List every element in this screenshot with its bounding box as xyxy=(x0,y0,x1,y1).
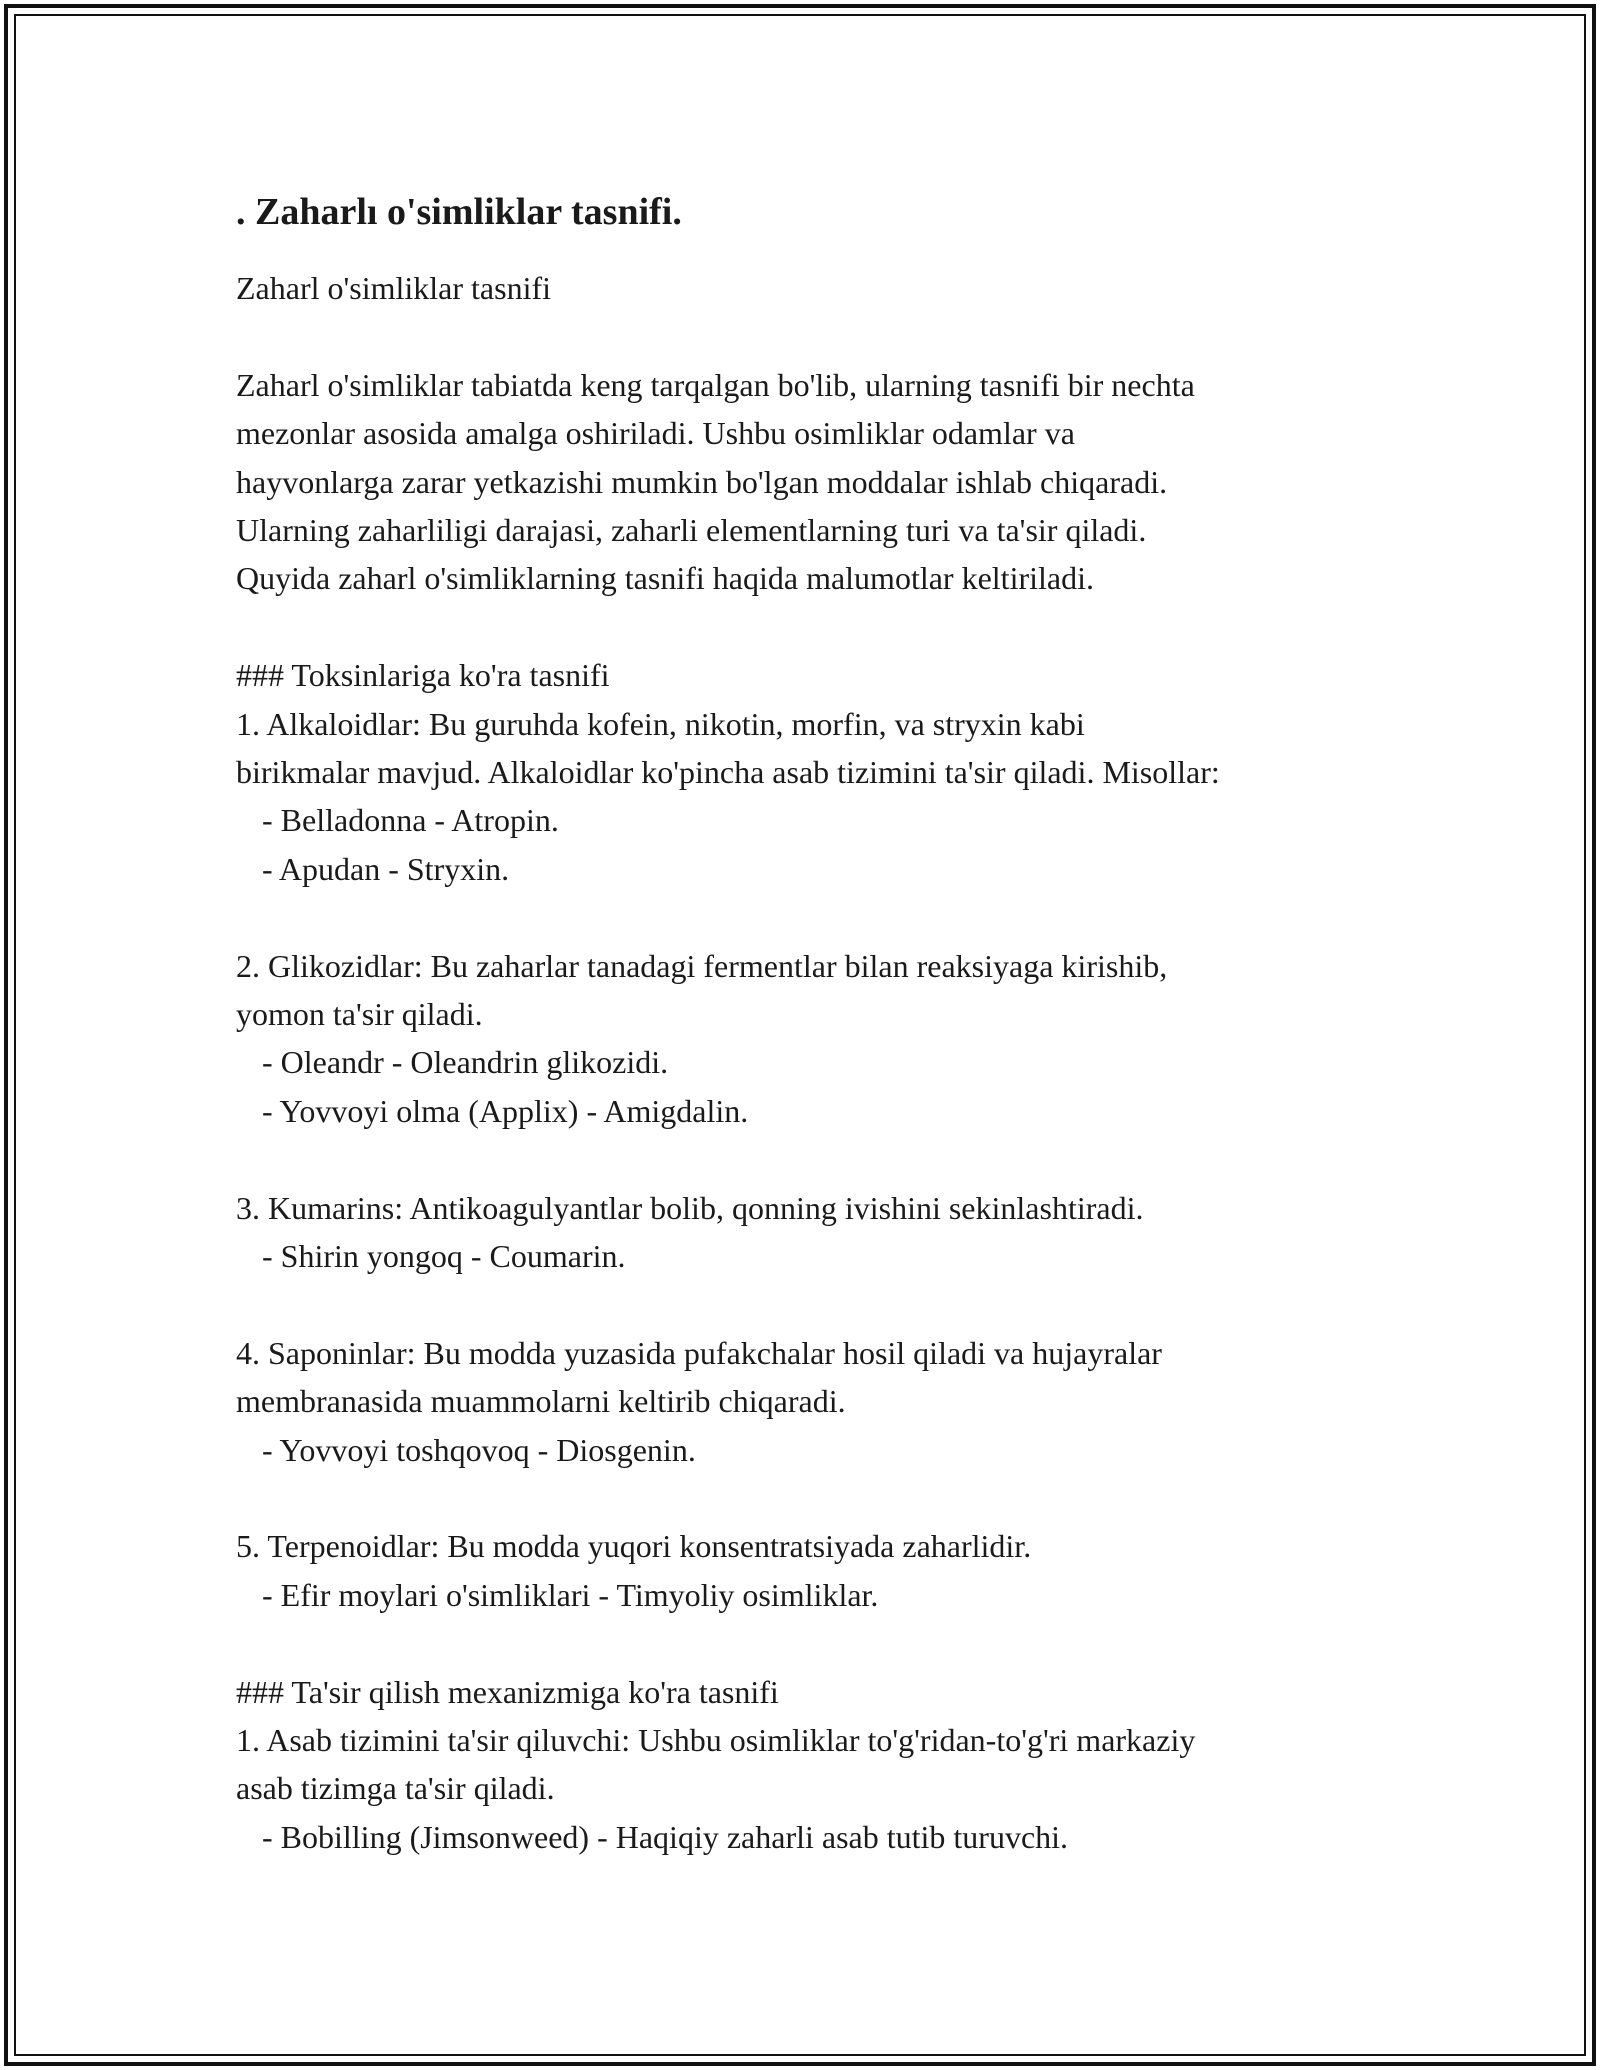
document-page xyxy=(236,188,1396,1861)
section-heading: ### Toksinlariga ko'ra tasnifi xyxy=(236,657,610,694)
list-item-text: birikmalar mavjud. Alkaloidlar ko'pincha asab tizimini ta'sir qiladi. Misollar: xyxy=(236,754,1220,791)
list-item-text: 3. Kumarins: Antikoagulyantlar bolib, qonning ivishini sekinlashtiradi. xyxy=(236,1189,1144,1226)
spacer xyxy=(236,1280,1396,1328)
document-subtitle: Zaharl o'simliklar tasnifi xyxy=(236,270,552,306)
intro-line: hayvonlarga zarar yetkazishi mumkin bo'lgan moddalar ishlab chiqaradi. xyxy=(236,463,1168,500)
spacer xyxy=(236,312,1396,360)
list-item-text: 4. Saponinlar: Bu modda yuzasida pufakchalar hosil qiladi va hujayralar xyxy=(236,1334,1162,1371)
list-item-text: 1. Asab tizimini ta'sir qiluvchi: Ushbu osimliklar to'g'ridan-to'g'ri markaziy xyxy=(236,1722,1196,1759)
example-line: - Oleandr - Oleandrin glikozidi. xyxy=(262,1044,669,1081)
spacer xyxy=(236,1619,1396,1667)
section-mexanizm xyxy=(236,1668,1396,1862)
list-item-text: membranasida muammolarni keltirib chiqaradi. xyxy=(236,1383,846,1420)
spacer xyxy=(236,893,1396,941)
intro-line: Quyida zaharl o'simliklarning tasnifi haqida malumotlar keltiriladi. xyxy=(236,560,1094,597)
example-line: - Yovvoyi olma (Applix) - Amigdalin. xyxy=(262,1092,749,1129)
list-item-text: 1. Alkaloidlar: Bu guruhda kofein, nikotin, morfin, va stryxin kabi xyxy=(236,705,1085,742)
intro-line: Zaharl o'simliklar tabiatda keng tarqalgan bo'lib, ularning tasnifi bir nechta xyxy=(236,366,1195,403)
section-toksinlar xyxy=(236,651,1396,1619)
intro-line: Ularning zaharliligi darajasi, zaharli elementlarning turi va ta'sir qiladi. xyxy=(236,512,1147,549)
spacer xyxy=(236,603,1396,651)
example-line: - Apudan - Stryxin. xyxy=(262,850,510,887)
example-line: - Efir moylari o'simliklari - Timyoliy osimliklar. xyxy=(262,1576,879,1613)
intro-paragraph xyxy=(236,361,1396,603)
example-line: - Shirin yongoq - Coumarin. xyxy=(262,1238,626,1275)
spacer xyxy=(236,1135,1396,1183)
list-item-text: 2. Glikozidlar: Bu zaharlar tanadagi fermentlar bilan reaksiyaga kirishib, xyxy=(236,947,1168,984)
intro-line: mezonlar asosida amalga oshiriladi. Ushbu osimliklar odamlar va xyxy=(236,415,1075,452)
example-line: - Belladonna - Atropin. xyxy=(262,802,559,839)
example-line: - Bobilling (Jimsonweed) - Haqiqiy zaharli asab tutib turuvchi. xyxy=(262,1818,1069,1855)
list-item-text: yomon ta'sir qiladi. xyxy=(236,996,483,1033)
list-item-text: asab tizimga ta'sir qiladi. xyxy=(236,1770,555,1807)
spacer xyxy=(236,1474,1396,1522)
section-heading: ### Ta'sir qilish mexanizmiga ko'ra tasnifi xyxy=(236,1673,779,1710)
document-title: . Zaharlı o'simliklar tasnifi. xyxy=(236,191,682,233)
list-item-text: 5. Terpenoidlar: Bu modda yuqori konsentratsiyada zaharlidir. xyxy=(236,1528,1032,1565)
example-line: - Yovvoyi toshqovoq - Diosgenin. xyxy=(262,1431,696,1468)
